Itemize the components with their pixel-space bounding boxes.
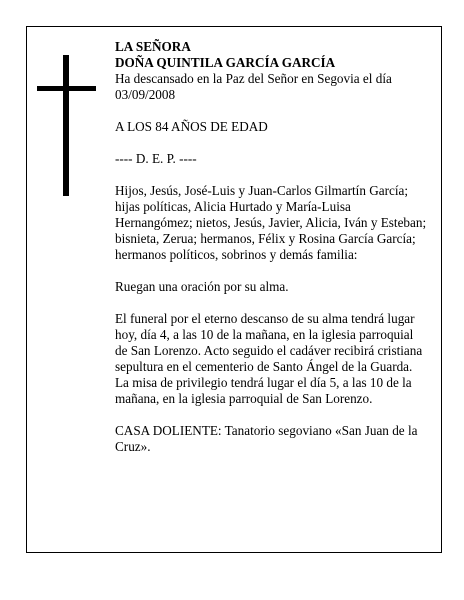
age-line: A LOS 84 AÑOS DE EDAD [115, 119, 268, 134]
cross-horizontal-bar [37, 86, 96, 91]
rip-line: ---- D. E. P. ---- [115, 151, 197, 166]
death-line: Ha descansado en la Paz del Señor en Segovia el día 03/09/2008 [115, 71, 392, 102]
notice-title: LA SEÑORA [115, 39, 191, 54]
house-line: CASA DOLIENTE: Tanatorio segoviano «San Juan de la Cruz». [115, 423, 418, 454]
cross-vertical-bar [63, 55, 69, 196]
obituary-text [115, 39, 427, 455]
deceased-name: DOÑA QUINTILA GARCÍA GARCÍA [115, 55, 336, 70]
funeral-paragraph: El funeral por el eterno descanso de su alma tendrá lugar hoy, día 4, a las 10 de la mañana, en la iglesia parroquial de San Lorenzo. Acto seguido el cadáver recibirá cristiana sepultura en el cementerio de Santo Ángel de la Guarda. La misa de privilegio tendrá lugar el día 5, a las 10 de la mañana, en la iglesia parroquial de San Lorenzo. [115, 311, 423, 406]
family-paragraph: Hijos, Jesús, José-Luis y Juan-Carlos Gilmartín García; hijas políticas, Alicia Hurtado y María-Luisa Hernangómez; nietos, Jesús, Javier, Alicia, Iván y Esteban; bisnieta, Zerua; hermanos, Félix y Rosina García García; hermanos políticos, sobrinos y demás familia: [115, 183, 427, 262]
prayer-line: Ruegan una oración por su alma. [115, 279, 289, 294]
